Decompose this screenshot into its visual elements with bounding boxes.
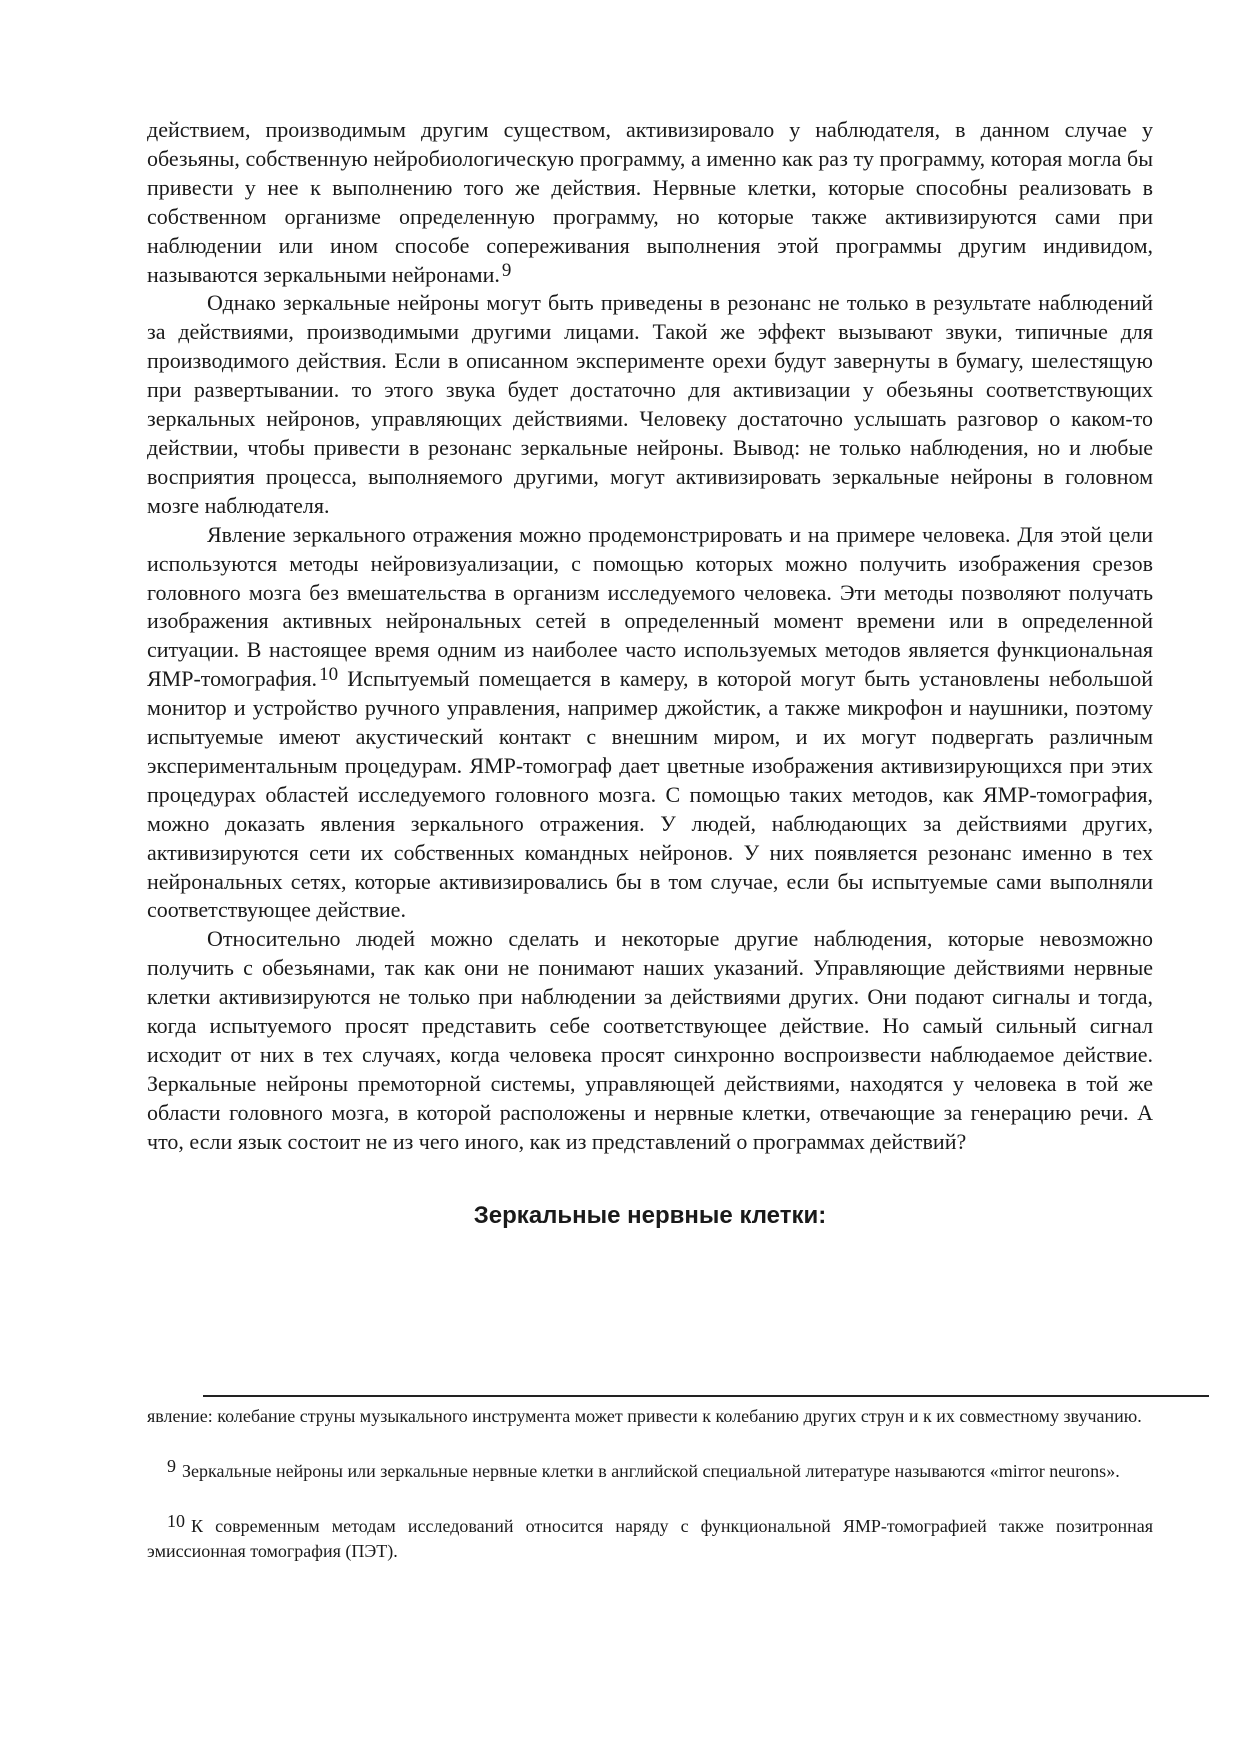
footnote-ref-9[interactable]: 9 (501, 259, 512, 281)
paragraph-1 (147, 116, 1153, 289)
footnote-ref-10[interactable]: 10 (319, 664, 339, 686)
footnote-9-text: Зеркальные нейроны или зеркальные нервные клетки в английской специальной литературе называются «mirror neurons». (182, 1461, 1120, 1481)
footnotes-area (147, 1404, 1153, 1564)
footnote-9 (147, 1456, 1153, 1484)
paragraph-4: Относительно людей можно сделать и некоторые другие наблюдения, которые невозможно получить с обезьянами, так как они не понимают наших указаний. Управляющие действиями нервные клетки активизируются не только при наблюдении за действиями других. Они подают сигналы и тогда, когда испытуемого просят представить себе соответствующее действие. Но самый сильный сигнал исходит от них в тех случаях, когда человека просят синхронно воспроизвести наблюдаемое действие. Зеркальные нейроны премоторной системы, управляющей действиями, находятся у человека в той же области головного мозга, в которой расположены и нервные клетки, отвечающие за генерацию речи. А что, если язык состоит не из чего иного, как из представлений о программах действий? (147, 926, 1153, 1154)
footnote-9-mark: 9 (167, 1456, 176, 1476)
footnote-10-mark: 10 (167, 1511, 185, 1531)
section-heading: Зеркальные нервные клетки: (473, 1201, 827, 1229)
footnote-10 (147, 1511, 1153, 1564)
footnote-continued: явление: колебание струны музыкального инструмента может привести к колебанию других струн и к их совместному звучанию. (147, 1406, 1142, 1426)
paragraph-2: Однако зеркальные нейроны могут быть приведены в резонанс не только в результате наблюдений за действиями, производимыми другими лицами. Такой же эффект вызывают звуки, типичные для производимого действия. Если в описанном эксперименте орехи будут завернуты в бумагу, шелестящую при развертывании. то этого звука будет достаточно для активизации у обезьяны соответствующих зеркальных нейронов, управляющих действиями. Человеку достаточно услышать разговор о каком-то действии, чтобы привести в резонанс зеркальные нейроны. Вывод: не только наблюдения, но и любые восприятия процесса, выполняемого другими, могут активизировать зеркальные нейроны в головном мозге наблюдателя. (147, 290, 1153, 518)
footnote-divider (203, 1395, 1209, 1397)
footnote-10-text: К современным методам исследований относится наряду с функциональной ЯМР-томографией также позитронная эмиссионная томография (ПЭТ). (147, 1516, 1153, 1561)
paragraph-3-text-after: Испытуемый помещается в камеру, в которой могут быть установлены небольшой монитор и устройство ручного управления, например джойстик, а также микрофон и наушники, поэтому испытуемые имеют акустический контакт с внешним миром, и их могут подвергать различным экспериментальным процедурам. ЯМР-томограф дает цветные изображения активизирующихся при этих процедурах областей исследуемого головного мозга. С помощью таких методов, как ЯМР-томография, можно доказать явления зеркального отражения. У людей, наблюдающих за действиями других, активизируются сети их собственных командных нейронов. У них появляется резонанс именно в тех нейрональных сетях, которые активизировались бы в том случае, если бы испытуемые сами выполняли соответствующее действие. (147, 666, 1153, 923)
page-body (147, 116, 1153, 1231)
paragraph-3 (147, 521, 1153, 926)
paragraph-1-text: действием, производимым другим существом, активизировало у наблюдателя, в данном случае у обезьяны, собственную нейробиологическую программу, а именно как раз ту программу, которая могла бы привести у нее к выполнению того же действия. Нервные клетки, которые способны реализовать в собственном организме определенную программу, но которые также активизируются сами при наблюдении или ином способе сопереживания выполнения этой программы другим индивидом, называются зеркальными нейронами. (147, 117, 1153, 287)
paragraph-3-text-before: Явление зеркального отражения можно продемонстрировать и на примере человека. Для этой цели используются методы нейровизуализации, с помощью которых можно получить изображения срезов головного мозга без вмешательства в организм исследуемого человека. Эти методы позволяют получать изображения активных нейрональных сетей в определенный момент времени или в определенной ситуации. В настоящее время одним из наиболее часто используемых методов является функциональная ЯМР-томография. (147, 521, 1153, 692)
